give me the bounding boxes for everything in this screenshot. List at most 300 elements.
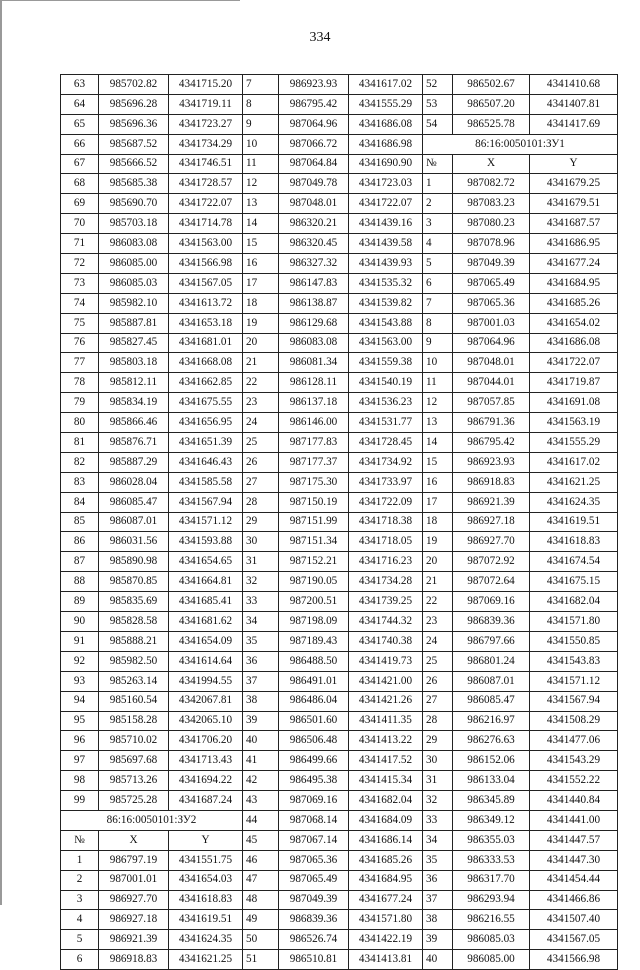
table-cell: 14 (243, 214, 279, 234)
table-cell: 4341555.29 (349, 94, 423, 114)
table-cell: 985982.10 (99, 293, 169, 313)
table-cell: 985725.28 (99, 791, 169, 811)
table-cell: 4341619.51 (169, 910, 243, 930)
table-cell: 35 (423, 850, 453, 870)
table-cell: 5 (61, 930, 99, 950)
table-cell: 71 (61, 234, 99, 254)
table-cell: 90 (61, 612, 99, 632)
table-cell: 3 (423, 214, 453, 234)
table-cell: 986923.93 (453, 452, 530, 472)
table-cell: 4341681.01 (169, 333, 243, 353)
table-cell: 4341531.77 (349, 413, 423, 433)
table-cell: 986927.70 (99, 890, 169, 910)
table-cell: 7 (243, 75, 279, 95)
table-cell: 4341439.58 (349, 234, 423, 254)
table-cell: 11 (423, 373, 453, 393)
table-cell: 36 (243, 651, 279, 671)
table-cell: 92 (61, 651, 99, 671)
table-cell: 4341567.05 (169, 273, 243, 293)
table-cell: 82 (61, 452, 99, 472)
table-cell: 4341656.95 (169, 413, 243, 433)
table-cell: 4341624.35 (169, 930, 243, 950)
table-cell: 986028.04 (99, 472, 169, 492)
table-cell: 96 (61, 731, 99, 751)
table-cell: 2 (423, 194, 453, 214)
table-cell: 77 (61, 353, 99, 373)
table-cell: 4341567.05 (530, 930, 618, 950)
table-cell: 986081.34 (279, 353, 349, 373)
table-cell: 4341746.51 (169, 154, 243, 174)
table-cell: 987068.14 (279, 810, 349, 830)
table-cell: 33 (423, 810, 453, 830)
table-cell: 986797.19 (99, 850, 169, 870)
table-cell: 4341723.27 (169, 114, 243, 134)
table-cell: 4341686.08 (530, 333, 618, 353)
table-cell: 986839.36 (453, 612, 530, 632)
table-row (61, 393, 618, 413)
table-cell: 4341540.19 (349, 373, 423, 393)
table-cell: 4341687.57 (530, 214, 618, 234)
table-cell: 37 (243, 671, 279, 691)
table-cell: 4341662.85 (169, 373, 243, 393)
table-cell: 53 (423, 94, 453, 114)
table-cell: 986085.00 (99, 254, 169, 274)
table-cell: 985876.71 (99, 433, 169, 453)
table-cell: 986031.56 (99, 532, 169, 552)
table-cell: 4341722.07 (169, 194, 243, 214)
table-cell: 986791.36 (453, 413, 530, 433)
table-cell: 987083.23 (453, 194, 530, 214)
table-cell: 51 (243, 950, 279, 970)
table-cell: 4341543.83 (530, 651, 618, 671)
table-cell: 8 (243, 94, 279, 114)
table-cell: 4341454.44 (530, 870, 618, 890)
table-cell: 1 (61, 850, 99, 870)
table-row (61, 452, 618, 472)
table-cell: 985866.46 (99, 413, 169, 433)
table-cell: 4341407.81 (530, 94, 618, 114)
table-cell: 4341733.97 (349, 472, 423, 492)
table-cell: 4341728.45 (349, 433, 423, 453)
table-cell: 4341617.02 (349, 75, 423, 95)
table-cell: 4341552.22 (530, 771, 618, 791)
table-cell: 4341681.62 (169, 612, 243, 632)
table-row (61, 612, 618, 632)
table-row (61, 751, 618, 771)
table-cell: 4341507.40 (530, 910, 618, 930)
table-cell: 68 (61, 174, 99, 194)
table-cell: 4341714.78 (169, 214, 243, 234)
table-row (61, 293, 618, 313)
table-cell: 986355.03 (453, 830, 530, 850)
table-cell: 985703.18 (99, 214, 169, 234)
table-cell: 4342067.81 (169, 691, 243, 711)
table-cell: 24 (243, 413, 279, 433)
table-row (61, 631, 618, 651)
table-cell: 985687.52 (99, 134, 169, 154)
table-cell: 4341571.12 (169, 512, 243, 532)
table-cell: 10 (423, 353, 453, 373)
table-cell: 4341690.90 (349, 154, 423, 174)
table-cell: 4341618.83 (169, 890, 243, 910)
table-row (61, 75, 618, 95)
table-cell: 986087.01 (453, 671, 530, 691)
table-cell: 4341614.64 (169, 651, 243, 671)
table-cell: 4341713.43 (169, 751, 243, 771)
table-cell: 4341686.08 (349, 114, 423, 134)
table-row (61, 413, 618, 433)
table-cell: 4341728.57 (169, 174, 243, 194)
table-cell: 985690.70 (99, 194, 169, 214)
table-cell: 4341410.68 (530, 75, 618, 95)
table-cell: 22 (243, 373, 279, 393)
table-row (61, 711, 618, 731)
table-cell: 4341619.51 (530, 512, 618, 532)
table-cell: 4341571.12 (530, 671, 618, 691)
table-row (61, 333, 618, 353)
table-cell: 4341563.00 (349, 333, 423, 353)
table-cell: 46 (243, 850, 279, 870)
table-cell: 987177.83 (279, 433, 349, 453)
table-cell: 987065.36 (453, 293, 530, 313)
table-cell: X (99, 830, 169, 850)
table-cell: 985870.85 (99, 572, 169, 592)
table-cell: 4341654.03 (169, 870, 243, 890)
table-cell: 29 (243, 512, 279, 532)
table-cell: 4341539.82 (349, 293, 423, 313)
table-cell: 987175.30 (279, 472, 349, 492)
table-cell: 4341718.05 (349, 532, 423, 552)
table-row (61, 154, 618, 174)
table-cell: 4341535.32 (349, 273, 423, 293)
table-cell: 986293.94 (453, 890, 530, 910)
table-cell: 17 (423, 492, 453, 512)
table-cell: 987189.43 (279, 631, 349, 651)
table-cell: 987065.36 (279, 850, 349, 870)
table-cell: 986349.12 (453, 810, 530, 830)
table-cell: 986488.50 (279, 651, 349, 671)
table-cell: 27 (243, 472, 279, 492)
table-cell: 41 (243, 751, 279, 771)
table-cell: 987049.39 (453, 254, 530, 274)
table-cell: 4341613.72 (169, 293, 243, 313)
table-cell: 86:16:0050101:ЗУ1 (423, 134, 618, 154)
table-cell: 4341415.34 (349, 771, 423, 791)
table-cell: 986501.60 (279, 711, 349, 731)
table-row (61, 234, 618, 254)
table-cell: 39 (243, 711, 279, 731)
table-cell: 15 (423, 452, 453, 472)
table-cell: 13 (243, 194, 279, 214)
table-row (61, 651, 618, 671)
table-cell: 72 (61, 254, 99, 274)
table-cell: 985890.98 (99, 552, 169, 572)
table-cell: 985696.36 (99, 114, 169, 134)
table-cell: 986087.01 (99, 512, 169, 532)
table-cell: 987048.01 (453, 353, 530, 373)
table-cell: 73 (61, 273, 99, 293)
table-cell: 29 (423, 731, 453, 751)
table-cell: 987064.96 (453, 333, 530, 353)
table-row (61, 691, 618, 711)
table-cell: 4341566.98 (169, 254, 243, 274)
table-row (61, 254, 618, 274)
table-row (61, 830, 618, 850)
table-cell: 4341706.20 (169, 731, 243, 751)
table-cell: 987190.05 (279, 572, 349, 592)
table-cell: 4341421.00 (349, 671, 423, 691)
table-cell: 985697.68 (99, 751, 169, 771)
table-cell: 985160.54 (99, 691, 169, 711)
table-cell: 985710.02 (99, 731, 169, 751)
table-cell: 4341654.02 (530, 313, 618, 333)
table-cell: 27 (423, 691, 453, 711)
table-cell: X (453, 154, 530, 174)
table-cell: 985812.11 (99, 373, 169, 393)
table-cell: 7 (423, 293, 453, 313)
table-cell: 4341684.95 (530, 273, 618, 293)
table-cell: 4341441.00 (530, 810, 618, 830)
table-cell: № (61, 830, 99, 850)
table-cell: 4341686.95 (530, 234, 618, 254)
table-cell: 32 (243, 572, 279, 592)
table-cell: 84 (61, 492, 99, 512)
table-cell: 47 (243, 870, 279, 890)
table-cell: 25 (243, 433, 279, 453)
table-cell: 4341417.69 (530, 114, 618, 134)
table-cell: 75 (61, 313, 99, 333)
table-cell: 4341744.32 (349, 612, 423, 632)
table-cell: 13 (423, 413, 453, 433)
table-cell: 23 (423, 612, 453, 632)
table-cell: 985887.29 (99, 452, 169, 472)
table-cell: 4341682.04 (349, 791, 423, 811)
table-cell: 4341571.80 (530, 612, 618, 632)
table-cell: 85 (61, 512, 99, 532)
table-cell: 20 (423, 552, 453, 572)
table-cell: 987064.96 (279, 114, 349, 134)
table-cell: 4341715.20 (169, 75, 243, 95)
table-cell: 4341685.26 (530, 293, 618, 313)
table-cell: 4 (61, 910, 99, 930)
table-cell: 987150.19 (279, 492, 349, 512)
table-cell: 4341447.30 (530, 850, 618, 870)
table-cell: 87 (61, 552, 99, 572)
table-cell: 4341677.24 (530, 254, 618, 274)
table-cell: 986147.83 (279, 273, 349, 293)
table-cell: 31 (243, 552, 279, 572)
table-cell: 4341559.38 (349, 353, 423, 373)
table-row (61, 731, 618, 751)
table-cell: 986333.53 (453, 850, 530, 870)
table-cell: 4 (423, 234, 453, 254)
table-cell: 4341550.85 (530, 631, 618, 651)
table-cell: 33 (243, 592, 279, 612)
table-cell: 4341566.98 (530, 950, 618, 970)
table-cell: 38 (423, 910, 453, 930)
table-cell: 987069.16 (279, 791, 349, 811)
table-cell: 986486.04 (279, 691, 349, 711)
table-cell: 985158.28 (99, 711, 169, 731)
table-cell: 50 (243, 930, 279, 950)
table-cell: 4341508.29 (530, 711, 618, 731)
table-cell: 4341421.26 (349, 691, 423, 711)
table-cell: 64 (61, 94, 99, 114)
table-cell: 986491.01 (279, 671, 349, 691)
table-cell: 4341716.23 (349, 552, 423, 572)
table-cell: 986923.93 (279, 75, 349, 95)
table-cell: 28 (243, 492, 279, 512)
table-cell: 4341684.95 (349, 870, 423, 890)
table-cell: 8 (423, 313, 453, 333)
table-cell: 89 (61, 592, 99, 612)
table-cell: 985827.45 (99, 333, 169, 353)
table-cell: 4341563.00 (169, 234, 243, 254)
table-row (61, 114, 618, 134)
table-cell: 69 (61, 194, 99, 214)
table-row (61, 313, 618, 333)
table-cell: 4341477.06 (530, 731, 618, 751)
table-cell: 986085.47 (453, 691, 530, 711)
table-cell: 987082.72 (453, 174, 530, 194)
table-cell: 9 (423, 333, 453, 353)
table-cell: 4341734.28 (349, 572, 423, 592)
table-cell: 4341422.19 (349, 930, 423, 950)
table-cell: 19 (243, 313, 279, 333)
table-cell: 986152.06 (453, 751, 530, 771)
table-cell: 986085.03 (453, 930, 530, 950)
table-cell: 39 (423, 930, 453, 950)
table-cell: 4341687.24 (169, 791, 243, 811)
table-cell: Y (530, 154, 618, 174)
table-row (61, 94, 618, 114)
table-cell: 67 (61, 154, 99, 174)
table-cell: 987080.23 (453, 214, 530, 234)
table-row (61, 870, 618, 890)
table-cell: 3 (61, 890, 99, 910)
table-cell: 985888.21 (99, 631, 169, 651)
page-left-edge (0, 0, 2, 905)
table-cell: 986146.00 (279, 413, 349, 433)
table-cell: 986129.68 (279, 313, 349, 333)
table-cell: 91 (61, 631, 99, 651)
table-cell: 88 (61, 572, 99, 592)
table-row (61, 910, 618, 930)
table-row (61, 950, 618, 970)
table-cell: 4341439.93 (349, 254, 423, 274)
table-cell: 986839.36 (279, 910, 349, 930)
table-row (61, 810, 618, 830)
table-cell: 986927.18 (453, 512, 530, 532)
table-cell: 4341675.15 (530, 572, 618, 592)
table-cell: 986502.67 (453, 75, 530, 95)
table-cell: № (423, 154, 453, 174)
table-cell: 52 (423, 75, 453, 95)
table-cell: 45 (243, 830, 279, 850)
table-cell: 4341722.07 (349, 194, 423, 214)
table-cell: 986085.00 (453, 950, 530, 970)
table-cell: 30 (243, 532, 279, 552)
table-cell: 4341740.38 (349, 631, 423, 651)
table-cell: 99 (61, 791, 99, 811)
table-cell: 26 (243, 452, 279, 472)
table-cell: 76 (61, 333, 99, 353)
page-number: 334 (309, 30, 331, 45)
table-cell: 986216.97 (453, 711, 530, 731)
table-cell: 4341675.55 (169, 393, 243, 413)
table-cell: 81 (61, 433, 99, 453)
table-cell: 4341686.14 (349, 830, 423, 850)
table-cell: 4341654.65 (169, 552, 243, 572)
table-cell: 4341563.19 (530, 413, 618, 433)
table-row (61, 592, 618, 612)
table-cell: 987048.01 (279, 194, 349, 214)
table-row (61, 194, 618, 214)
table-cell: 48 (243, 890, 279, 910)
table-cell: 43 (243, 791, 279, 811)
table-cell: 4341567.94 (530, 691, 618, 711)
table-cell: 26 (423, 671, 453, 691)
coordinates-table (60, 74, 618, 970)
table-cell: 986085.47 (99, 492, 169, 512)
table-cell: 4341718.38 (349, 512, 423, 532)
table-cell: 94 (61, 691, 99, 711)
table-cell: 4341664.81 (169, 572, 243, 592)
table-cell: 986918.83 (453, 472, 530, 492)
table-cell: 4341621.25 (169, 950, 243, 970)
table-cell: 4341417.52 (349, 751, 423, 771)
table-cell: 23 (243, 393, 279, 413)
table-cell: 65 (61, 114, 99, 134)
table-cell: 18 (423, 512, 453, 532)
table-cell: 987072.64 (453, 572, 530, 592)
table-cell: 4341411.35 (349, 711, 423, 731)
table-cell: 4341585.58 (169, 472, 243, 492)
table-cell: 4341447.57 (530, 830, 618, 850)
table-cell: 21 (423, 572, 453, 592)
table-cell: 985696.28 (99, 94, 169, 114)
table-cell: 987064.84 (279, 154, 349, 174)
table-cell: 986927.70 (453, 532, 530, 552)
table-cell: 66 (61, 134, 99, 154)
table-row (61, 671, 618, 691)
table-row (61, 433, 618, 453)
table-cell: 20 (243, 333, 279, 353)
table-cell: 987001.03 (453, 313, 530, 333)
table-cell: 4341621.25 (530, 472, 618, 492)
table-cell: 25 (423, 651, 453, 671)
table-cell: 4341682.04 (530, 592, 618, 612)
table-cell: 986138.87 (279, 293, 349, 313)
table-cell: 4341674.54 (530, 552, 618, 572)
table-cell: 4341679.51 (530, 194, 618, 214)
table-cell: 4341694.22 (169, 771, 243, 791)
table-cell: 987152.21 (279, 552, 349, 572)
table-cell: 63 (61, 75, 99, 95)
table-cell: 986921.39 (99, 930, 169, 950)
table-cell: 985666.52 (99, 154, 169, 174)
table-cell: 4341413.81 (349, 950, 423, 970)
table-cell: 86:16:0050101:ЗУ2 (61, 810, 243, 830)
table-row (61, 532, 618, 552)
table-cell: 986216.55 (453, 910, 530, 930)
table-row (61, 771, 618, 791)
table-cell: 986507.20 (453, 94, 530, 114)
table-cell: 30 (423, 751, 453, 771)
table-cell: 40 (423, 950, 453, 970)
table-cell: 986918.83 (99, 950, 169, 970)
table-cell: 987044.01 (453, 373, 530, 393)
